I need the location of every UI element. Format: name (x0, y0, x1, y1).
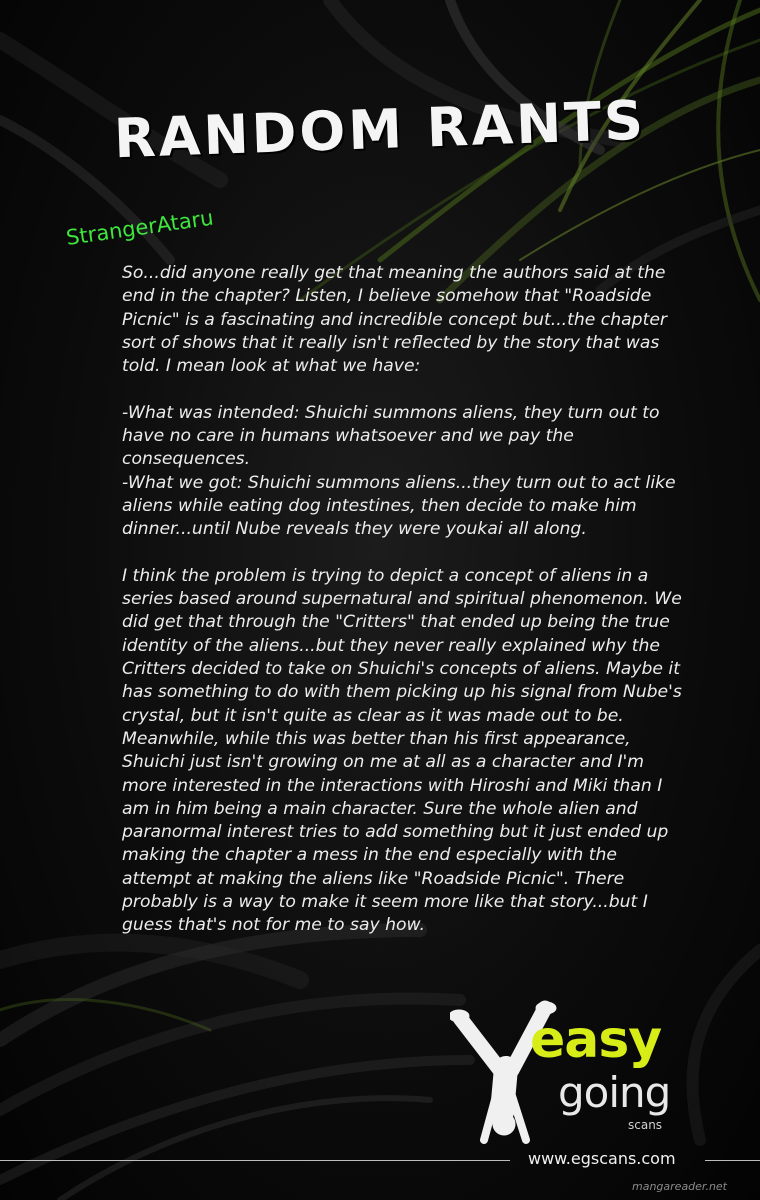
logo-easy-text: easy (530, 1010, 662, 1070)
page-title: RANDOM RANTS (113, 88, 647, 171)
rant-paragraph: So...did anyone really get that meaning the authors said at the end in the chapter? Listen, I believe somehow that "Roadside Picnic" is a fascinating and incredible concept but...the chapter sort of shows that it really isn't reflected by the story that was told. I mean look at what we have: (122, 263, 667, 377)
rant-paragraph: I think the problem is trying to depict a concept of aliens in a series based around supernatural and spiritual phenomenon. We did get that through the "Critters" that ended up being the true identity of the aliens...but they never really explained why the Critters decided to take on Shuichi's concepts of aliens. Maybe it has something to do with them picking up his signal from Nube's crystal, but it isn't quite as clear as it was made out to be. Meanwhile, while this was better than his first appearance, Shuichi just isn't growing on me at all as a character and I'm more interested in the interactions with Hiroshi and Miki than I am in him being a main character. Sure the whole alien and paranormal interest tries to add something but it just ended up making the chapter a mess in the end especially with the attempt at making the aliens like "Roadside Picnic". There probably is a way to make it seem more like that story...but I guess that's not for me to say how. (122, 565, 682, 936)
logo-scans-text: scans (628, 1118, 663, 1132)
rant-paragraph: -What was intended: Shuichi summons aliens, they turn out to have no care in humans whatsoever and we pay the consequences. (122, 402, 660, 470)
watermark: mangareader.net (632, 1180, 727, 1193)
author-name: StrangerAtaru (64, 205, 215, 250)
site-url[interactable]: www.egscans.com (528, 1149, 676, 1168)
scanlation-logo (450, 1000, 700, 1150)
footer-divider-right (705, 1160, 760, 1161)
rant-paragraph: -What we got: Shuichi summons aliens...they turn out to act like aliens while eating dog intestines, then decide to make him dinner...until Nube reveals they were youkai all along. (122, 472, 676, 540)
rant-body (122, 262, 682, 961)
logo-going-text: going (558, 1068, 671, 1117)
footer-divider-left (0, 1160, 510, 1161)
